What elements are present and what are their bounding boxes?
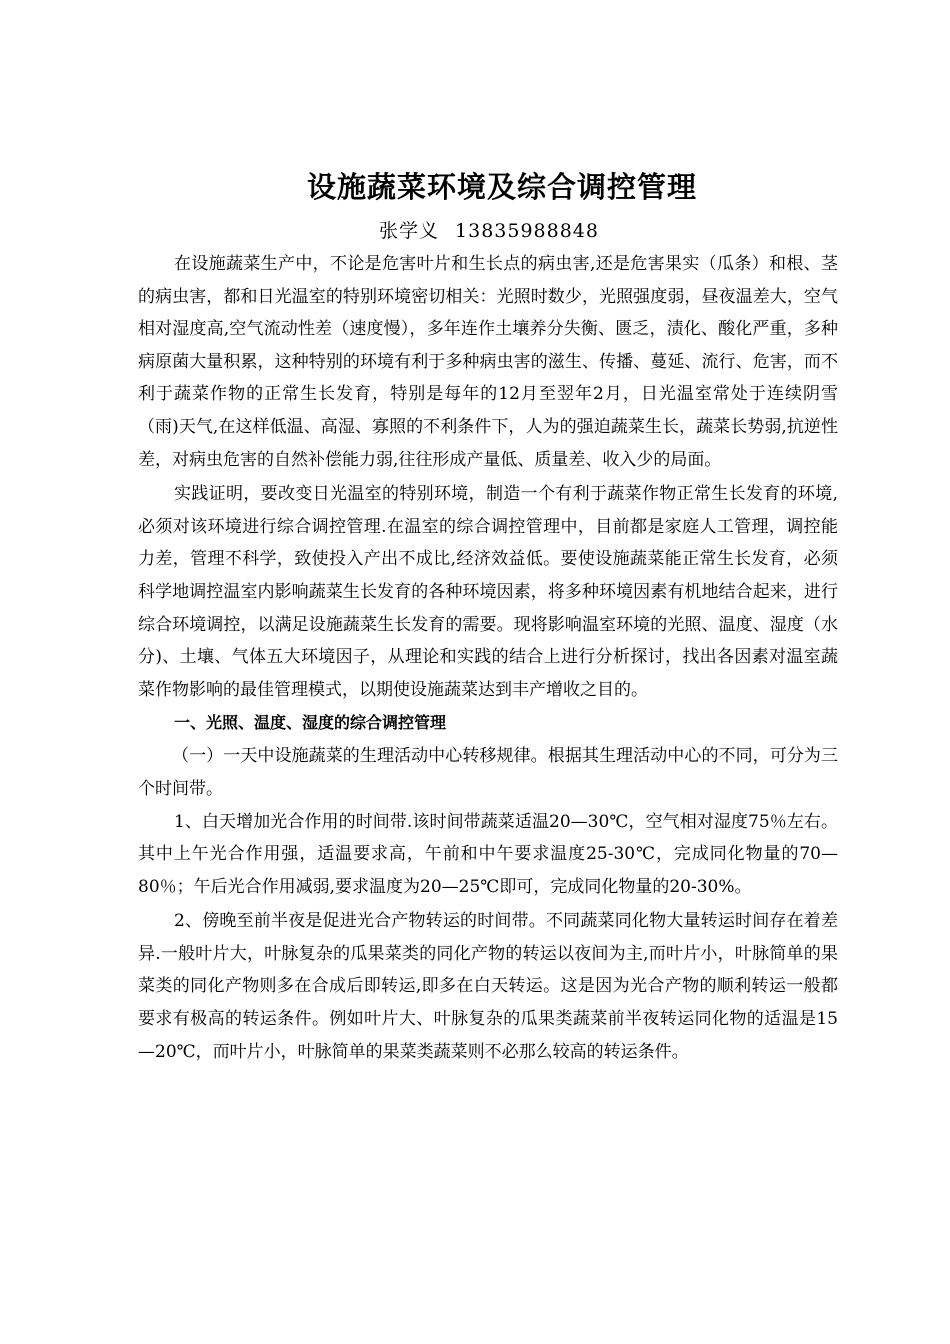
list-item-1: 1、白天增加光合作用的时间带.该时间带蔬菜适温20—30℃，空气相对湿度75％左右。其中上午光合作用强，适温要求高，午前和中午要求温度25-30℃，完成同化物量的70—80％；午后光合作用减弱,要求温度为20—25℃即可，完成同化物量的20-30%。 <box>138 811 838 897</box>
subsection-paragraph: （一）一天中设施蔬菜的生理活动中心转移规律。根据其生理活动中心的不同，可分为三个时间带。 <box>138 746 838 799</box>
author-name: 张学义 <box>379 220 440 242</box>
section-heading: 一、光照、温度、湿度的综合调控管理 <box>174 713 447 733</box>
document-page <box>138 160 838 1068</box>
author-phone: 13835988848 <box>455 220 599 242</box>
document-title: 设施蔬菜环境及综合调控管理 <box>306 170 697 204</box>
author-line <box>140 214 838 248</box>
list-item-2: 2、傍晚至前半夜是促进光合产物转运的时间带。不同蔬菜同化物大量转运时间存在着差异.一般叶片大，叶脉复杂的瓜果菜类的同化产物的转运以夜间为主,而叶片小，叶脉简单的果菜类的同化产物则多在合成后即转运,即多在白天转运。这是因为光合产物的顺利转运一般都要求有极高的转运条件。例如叶片大、叶脉复杂的瓜果类蔬菜前半夜转运同化物的适温是15—20℃，而叶片小，叶脉简单的果菜类蔬菜则不必那么较高的转运条件。 <box>138 911 838 1062</box>
intro-paragraph-1: 在设施蔬菜生产中，不论是危害叶片和生长点的病虫害,还是危害果实（瓜条）和根、茎的病虫害，都和日光温室的特别环境密切相关：光照时数少，光照强度弱，昼夜温差大，空气相对湿度高,空气流动性差（速度慢），多年连作土壤养分失衡、匮乏，渍化、酸化严重，多种病原菌大量积累，这种特别的环境有利于多种病虫害的滋生、传播、蔓延、流行、危害，而不利于蔬菜作物的正常生长发育，特别是每年的12月至翌年2月，日光温室常处于连续阴雪（雨)天气,在这样低温、高湿、寡照的不利条件下，人为的强迫蔬菜生长，蔬菜长势弱,抗逆性差，对病虫危害的自然补偿能力弱,往往形成产量低、质量差、收入少的局面。 <box>138 254 838 470</box>
intro-paragraph-2: 实践证明，要改变日光温室的特别环境，制造一个有利于蔬菜作物正常生长发育的环境,必须对该环境进行综合调控管理.在温室的综合调控管理中，目前都是家庭人工管理，调控能力差，管理不科学，致使投入产出不成比,经济效益低。要使设施蔬菜能正常生长发育，必须科学地调控温室内影响蔬菜生长发育的各种环境因素，将多种环境因素有机地结合起来，进行综合环境调控，以满足设施蔬菜生长发育的需要。现将影响温室环境的光照、温度、湿度（水分)、土壤、气体五大环境因子，从理论和实践的结合上进行分析探讨，找出各因素对温室蔬菜作物影响的最佳管理模式，以期使设施蔬菜达到丰产增收之目的。 <box>138 484 838 700</box>
